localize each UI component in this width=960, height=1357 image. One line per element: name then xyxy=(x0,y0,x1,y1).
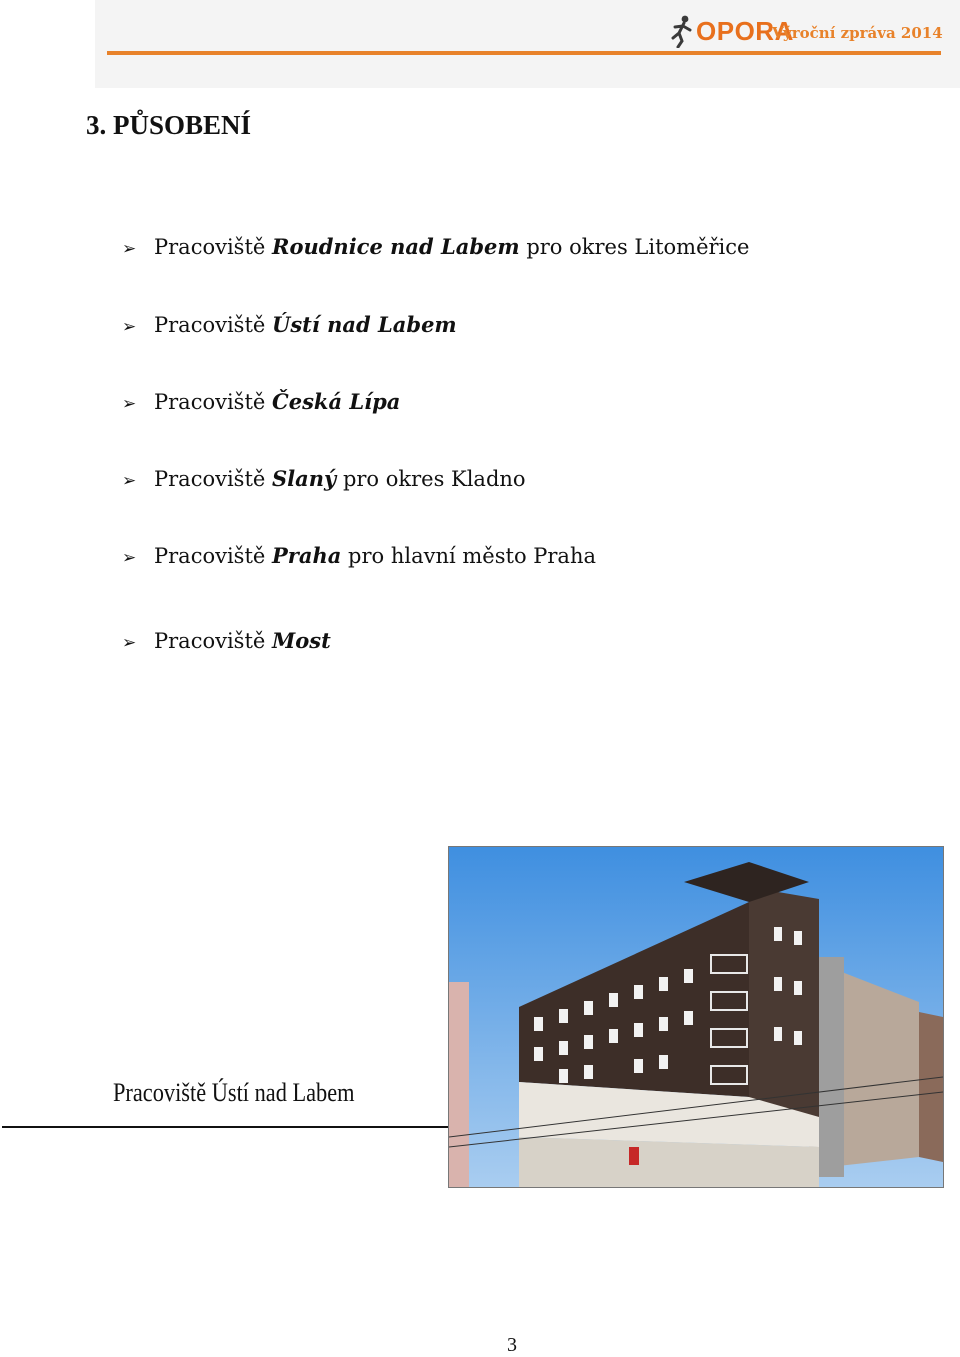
list-item-prefix: Pracoviště xyxy=(154,313,266,337)
building-photo xyxy=(448,846,944,1188)
photo-caption: Pracoviště Ústí nad Labem xyxy=(113,1078,355,1107)
section-heading: 3. PŮSOBENÍ xyxy=(86,110,252,140)
page-header xyxy=(95,0,960,88)
list-item-prefix: Pracoviště xyxy=(154,235,266,259)
arrowhead-bullet-icon: ➢ xyxy=(122,633,137,653)
list-item xyxy=(122,545,596,567)
logo-text: OPORA xyxy=(696,15,794,46)
list-item-place: Most xyxy=(272,628,331,653)
list-item-place: Roudnice nad Labem xyxy=(272,234,520,259)
arrowhead-bullet-icon: ➢ xyxy=(122,239,137,259)
list-item-suffix: pro okres Litoměřice xyxy=(526,235,750,259)
list-item xyxy=(122,314,457,336)
list-item xyxy=(122,630,331,652)
arrowhead-bullet-icon: ➢ xyxy=(122,394,137,414)
list-item-place: Česká Lípa xyxy=(272,389,401,414)
list-item-prefix: Pracoviště xyxy=(154,544,266,568)
list-item-suffix: pro okres Kladno xyxy=(342,467,526,491)
report-title: Výroční zpráva 2014 xyxy=(772,24,943,42)
list-item-prefix: Pracoviště xyxy=(154,390,266,414)
list-item-prefix: Pracoviště xyxy=(154,467,266,491)
list-item-place: Praha xyxy=(272,543,342,568)
arrowhead-bullet-icon: ➢ xyxy=(122,548,137,568)
building-illustration xyxy=(449,847,943,1187)
running-figure-icon xyxy=(670,14,694,48)
arrowhead-bullet-icon: ➢ xyxy=(122,317,137,337)
list-item-place: Ústí nad Labem xyxy=(272,312,457,337)
list-item-prefix: Pracoviště xyxy=(154,629,266,653)
list-item-suffix: pro hlavní město Praha xyxy=(348,544,596,568)
arrowhead-bullet-icon: ➢ xyxy=(122,471,137,491)
caption-divider xyxy=(2,1126,448,1128)
list-item xyxy=(122,468,526,490)
list-item-place: Slaný xyxy=(272,466,337,491)
list-item xyxy=(122,391,400,413)
list-item xyxy=(122,236,749,258)
page-number: 3 xyxy=(507,1334,517,1356)
header-divider xyxy=(107,51,941,55)
